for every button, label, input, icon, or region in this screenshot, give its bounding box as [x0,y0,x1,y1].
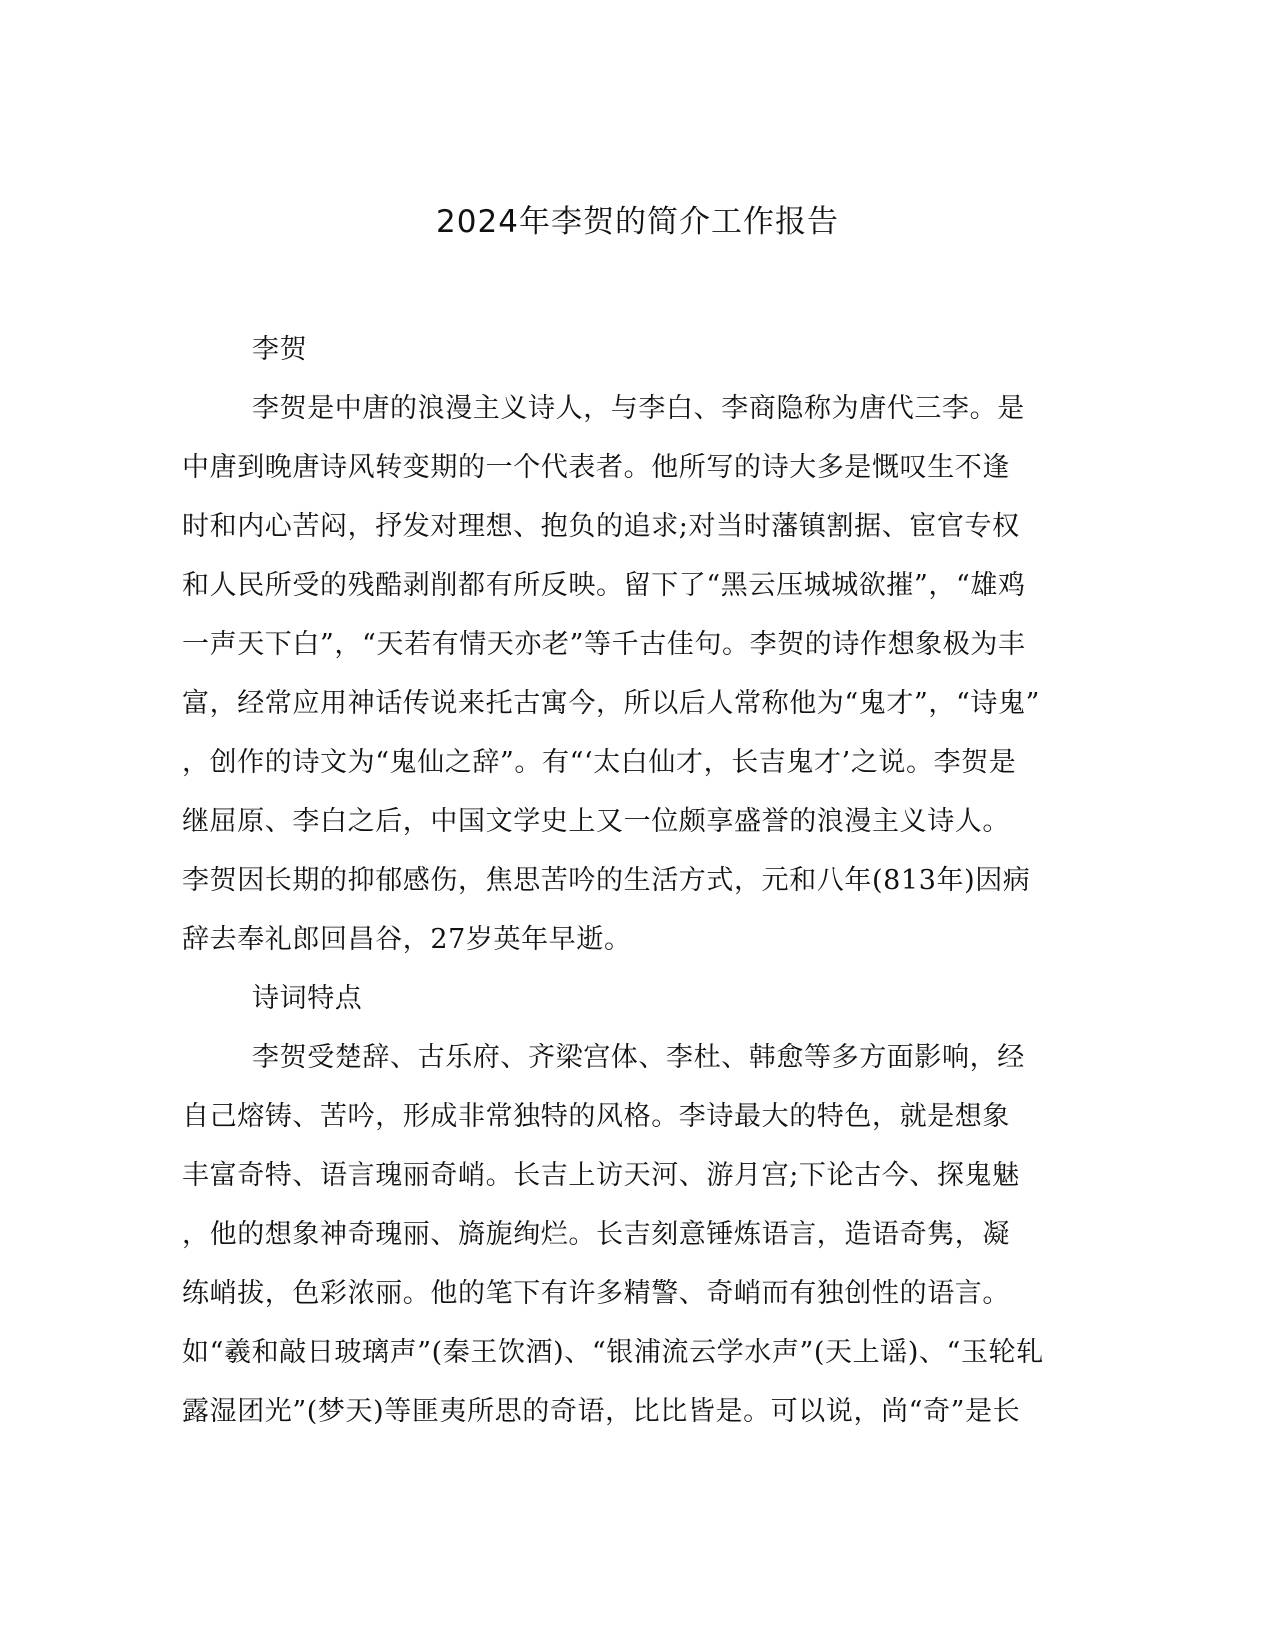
document-body [182,320,1044,1441]
paragraph-line: 和人民所受的残酷剥削都有所反映。留下了“黑云压城城欲摧”，“雄鸡 [182,570,1026,601]
section-heading-poetry-features: 诗词特点 [252,983,363,1014]
paragraph-line: 时和内心苦闷，抒发对理想、抱负的追求;对当时藩镇割据、宦官专权 [182,511,1020,542]
paragraph-line: 丰富奇特、语言瑰丽奇峭。长吉上访天河、游月宫;下论古今、探鬼魅 [182,1160,1020,1191]
paragraph-line: 继屈原、李白之后，中国文学史上又一位颇享盛誉的浪漫主义诗人。 [182,806,1010,837]
paragraph-line: 李贺因长期的抑郁感伤，焦思苦吟的生活方式，元和八年(813年)因病 [182,865,1031,896]
paragraph-line: 如“羲和敲日玻璃声”(秦王饮酒)、“银浦流云学水声”(天上谣)、“玉轮轧 [182,1337,1044,1368]
paragraph-line: 李贺受楚辞、古乐府、齐梁宫体、李杜、韩愈等多方面影响，经 [252,1042,1025,1073]
paragraph-line: 辞去奉礼郎回昌谷，27岁英年早逝。 [182,924,632,955]
paragraph-line: ，创作的诗文为“鬼仙之辞”。有“‘太白仙才，长吉鬼才’之说。李贺是 [182,747,1017,778]
document-title: 2024年李贺的简介工作报告 [436,204,839,240]
paragraph-line: ，他的想象神奇瑰丽、旖旎绚烂。长吉刻意锤炼语言，造语奇隽，凝 [182,1219,1010,1250]
paragraph-line: 富，经常应用神话传说来托古寓今，所以后人常称他为“鬼才”，“诗鬼” [182,688,1041,719]
paragraph-line: 李贺是中唐的浪漫主义诗人，与李白、李商隐称为唐代三李。是 [252,393,1025,424]
paragraph-line: 一声天下白”，“天若有情天亦老”等千古佳句。李贺的诗作想象极为丰 [182,629,1026,660]
paragraph-line: 自己熔铸、苦吟，形成非常独特的风格。李诗最大的特色，就是想象 [182,1101,1010,1132]
paragraph-line: 练峭拔，色彩浓丽。他的笔下有许多精警、奇峭而有独创性的语言。 [182,1278,1010,1309]
section-heading-lihe: 李贺 [252,334,308,365]
paragraph-line: 中唐到晚唐诗风转变期的一个代表者。他所写的诗大多是慨叹生不逢 [182,452,1010,483]
paragraph-line: 露湿团光”(梦天)等匪夷所思的奇语，比比皆是。可以说，尚“奇”是长 [182,1396,1021,1427]
